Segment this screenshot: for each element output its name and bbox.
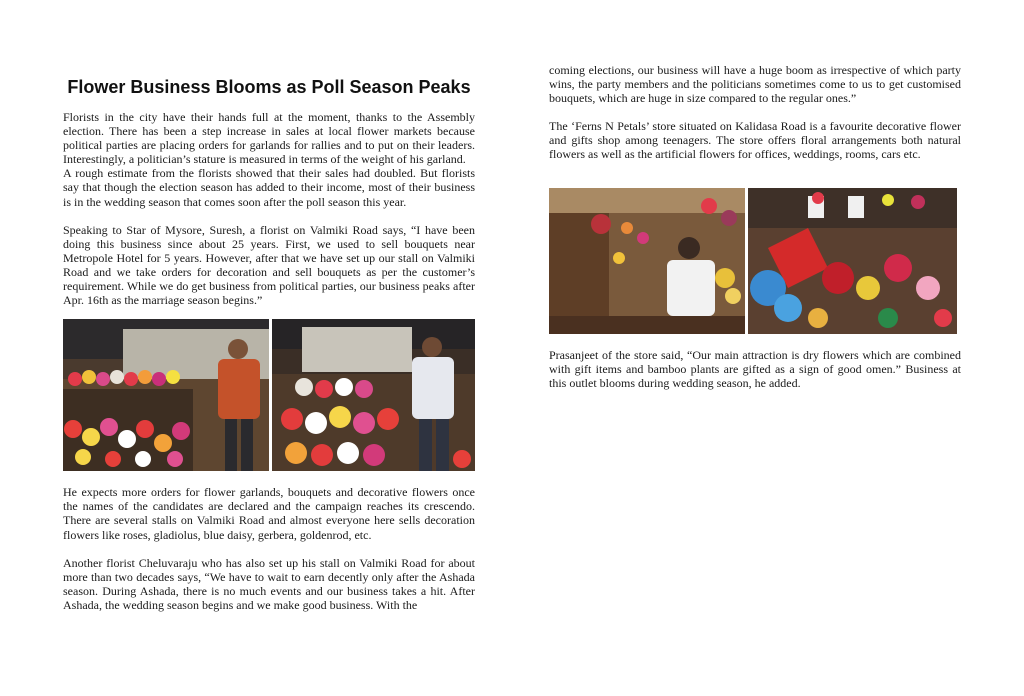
right-column (549, 63, 961, 390)
florist-stall-photo (272, 319, 476, 471)
store-interior-photo (549, 188, 745, 334)
paragraph: Another florist Cheluvaraju who has also set up his stall on Valmiki Road for about more than two decades says, “We have to wait to earn decently only after the Ashada season. During Ashada, there is no much events and our business takes a hit. After Ashada, the wedding season begins and we make good business. With the (63, 555, 475, 612)
paragraph: coming elections, our business will have a huge boom as irrespective of which party wins, the party members and the politicians sometimes come to us to get customised bouquets, which are huge in size compared to the regular ones.” (549, 63, 961, 106)
paragraph: He expects more orders for flower garlands, bouquets and decorative flowers once the names of the candidates are declared and the campaign reaches its crescendo. There are several stalls on Valmiki Road and almost everyone here sells decoration flowers like roses, gladiolus, blue daisy, gerbera, goldenrod, etc. (63, 485, 475, 542)
paragraph: Florists in the city have their hands full at the moment, thanks to the Assembly election. There has been a step increase in sales at local flower markets because political parties are placing orders for garlands for rallies and to put on their leaders. Interestingly, a politician’s stature is measured in terms of the weight of his garland. (63, 110, 475, 167)
headline: Flower Business Blooms as Poll Season Peaks (67, 77, 471, 97)
flower-stall-photos (63, 319, 475, 471)
paragraph: The ‘Ferns N Petals’ store situated on Kalidasa Road is a favourite decorative flower and gifts shop among teenagers. The store offers floral arrangements both natural flowers as well as the artificial flowers for offices, weddings, rooms, cars etc. (549, 119, 961, 162)
florist-suresh-photo (63, 319, 269, 471)
left-column (63, 76, 475, 612)
store-display-photo (748, 188, 957, 334)
paragraph: Speaking to Star of Mysore, Suresh, a florist on Valmiki Road says, “I have been doing this business since about 25 years. First, we used to sell bouquets near Metropole Hotel for 5 years. However, after that we have set up our stall on Valmiki Road and we take orders for decoration and sell bouquets as per the customer’s requirement. While we do get business from political parties, our business peaks after Apr. 16th as the marriage season begins.” (63, 222, 475, 308)
store-photos (549, 188, 961, 334)
paragraph: Prasanjeet of the store said, “Our main attraction is dry flowers which are combined with gift items and bamboo plants are gifted as a sign of good omen.” Business at this outlet blooms during wedding season, he added. (549, 347, 961, 390)
paragraph: A rough estimate from the florists showed that their sales had doubled. But florists say that though the election season has added to their income, most of their business is in the wedding season that comes soon after the poll season this year. (63, 166, 475, 209)
